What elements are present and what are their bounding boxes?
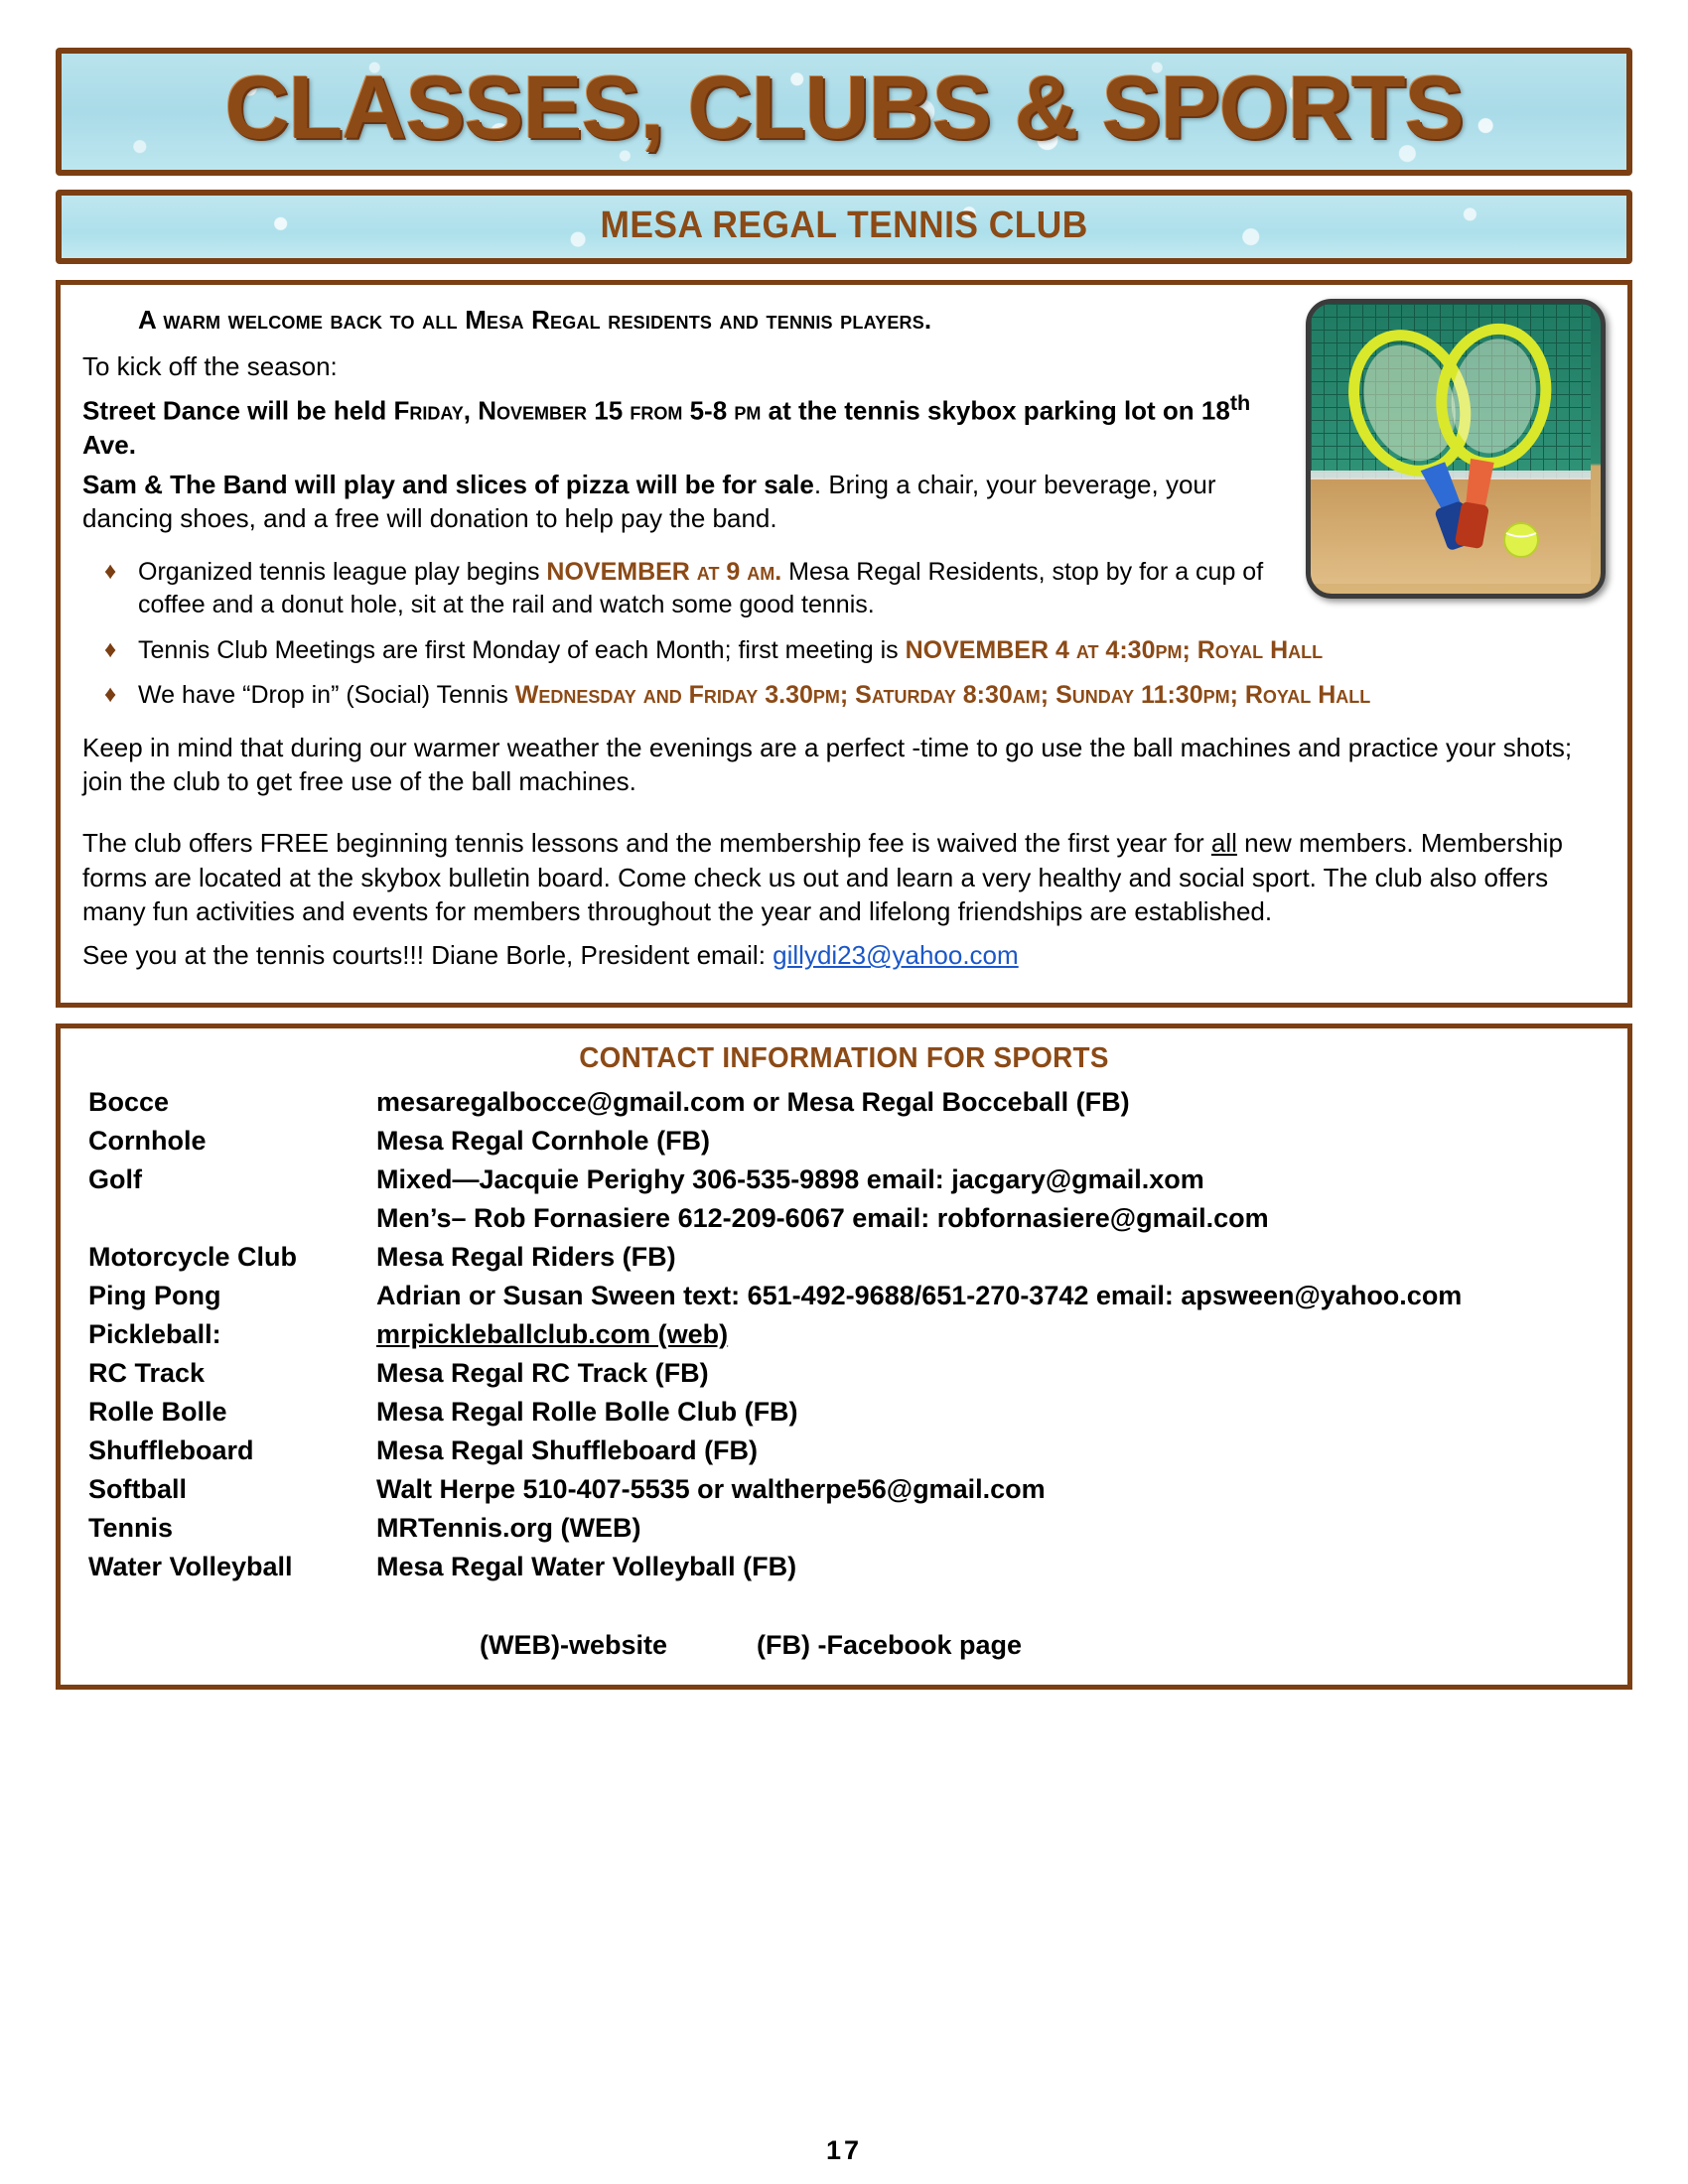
- sport-label: Motorcycle Club: [88, 1241, 298, 1272]
- table-row: [82, 1433, 1606, 1472]
- table-row: [82, 1395, 1606, 1433]
- legend-web: (WEB)-website: [480, 1629, 667, 1660]
- bullet-pre: We have “Drop in” (Social) Tennis: [138, 681, 515, 710]
- welcome-lede: A warm welcome back to all Mesa Regal residents and tennis players.: [138, 304, 932, 335]
- legend-facebook: (FB) -Facebook page: [757, 1629, 1023, 1660]
- contact-title: CONTACT INFORMATION FOR SPORTS: [579, 1041, 1109, 1074]
- sport-label: Tennis: [88, 1512, 174, 1543]
- sport-contact: Men’s– Rob Fornasiere 612-209-6067 email: robfornasiere@gmail.com: [376, 1202, 1269, 1233]
- sport-contact: Walt Herpe 510-407-5535 or waltherpe56@gmail.com: [376, 1473, 1046, 1504]
- table-row: [82, 1317, 1606, 1356]
- table-row: [82, 1201, 1606, 1240]
- bullet-pre: Organized tennis league play begins: [138, 557, 547, 586]
- main-banner: [56, 48, 1632, 176]
- table-row: [82, 1511, 1606, 1550]
- sport-label: Ping Pong: [88, 1280, 221, 1310]
- membership-paragraph: [82, 826, 1606, 928]
- table-row: [82, 1279, 1606, 1317]
- sport-contact: Mesa Regal Water Volleyball (FB): [376, 1551, 797, 1581]
- offer-post: new members. Membership forms are located at the skybox bulletin board. Come check us out and learn a very healthy and social sport. The club also offers many fun activities and events for members throughout the year and lifelong friendships are established.: [82, 828, 1563, 926]
- announcement-list: [82, 556, 1606, 713]
- signoff-paragraph: [82, 938, 1606, 972]
- table-row: [82, 1356, 1606, 1395]
- street-dance-avenue: Ave.: [82, 429, 136, 460]
- contacts-table: [82, 1085, 1606, 1588]
- section-banner: [56, 190, 1632, 264]
- sport-contact: mesaregalbocce@gmail.com or Mesa Regal Bocceball (FB): [376, 1086, 1130, 1117]
- offer-all: all: [1210, 828, 1237, 859]
- sport-contact: Mesa Regal Shuffleboard (FB): [376, 1434, 759, 1465]
- sport-label: Softball: [88, 1473, 187, 1504]
- legend: [82, 1630, 1606, 1661]
- table-row: [82, 1124, 1606, 1162]
- diamond-bullet-icon: ♦: [104, 557, 117, 585]
- president-email-link[interactable]: gillydi23@yahoo.com: [773, 940, 1019, 971]
- street-dance-ordinal: th: [1229, 389, 1251, 415]
- list-item: [82, 556, 1606, 622]
- offer-free: FREE: [259, 828, 330, 859]
- bullet-post: Mesa Regal Residents, stop by for a cup of coffee and a donut hole, sit at the rail and watch some good tennis.: [138, 557, 1264, 619]
- sport-label: Cornhole: [88, 1125, 207, 1156]
- tennis-club-article: [56, 280, 1632, 1008]
- tennis-rackets-and-ball-photo: [1306, 299, 1606, 599]
- table-row: [82, 1162, 1606, 1201]
- ball-machines-paragraph: Keep in mind that during our warmer weather the evenings are a perfect -time to go use the ball machines and practice your shots; join the club to get free use of the ball machines.: [82, 732, 1573, 797]
- sport-label: [82, 1201, 376, 1240]
- band-details: . Bring a chair, your beverage, your dancing shoes, and a free will donation to help pay the band.: [82, 470, 1216, 534]
- sport-label: RC Track: [88, 1357, 206, 1388]
- table-row: [82, 1240, 1606, 1279]
- offer-mid: beginning tennis lessons and the membership fee is waived the first year for: [329, 828, 1211, 859]
- signoff-text: See you at the tennis courts!!! Diane Borle, President email:: [82, 940, 774, 971]
- section-title: MESA REGAL TENNIS CLUB: [600, 204, 1088, 246]
- sport-label: Shuffleboard: [88, 1434, 254, 1465]
- sport-label: Pickleball:: [88, 1318, 221, 1349]
- sport-contact: Mesa Regal Riders (FB): [376, 1241, 676, 1272]
- street-dance-location: at the tennis skybox parking lot on 18: [761, 395, 1230, 426]
- paragraph-spacer: [82, 808, 1606, 826]
- bullet-highlight: NOVEMBER at 9 am.: [546, 557, 782, 586]
- bullet-highlight: Wednesday and Friday 3.30pm; Saturday 8:30am; Sunday 11:30pm; Royal Hall: [514, 681, 1371, 710]
- sport-contact: Adrian or Susan Sween text: 651-492-9688/651-270-3742 email: apsween@yahoo.com: [376, 1280, 1463, 1310]
- sport-label: Bocce: [88, 1086, 170, 1117]
- table-row: [82, 1085, 1606, 1124]
- diamond-bullet-icon: ♦: [104, 635, 117, 663]
- sport-contact[interactable]: [376, 1317, 1606, 1356]
- list-item: [82, 634, 1606, 668]
- sport-label: Rolle Bolle: [88, 1396, 227, 1427]
- kickoff-line: To kick off the season:: [82, 350, 338, 381]
- sport-contact: Mesa Regal Rolle Bolle Club (FB): [376, 1396, 798, 1427]
- offer-pre: The club offers: [82, 828, 260, 859]
- bullet-pre: Tennis Club Meetings are first Monday of each Month; first meeting is: [138, 635, 906, 664]
- sport-label: Water Volleyball: [88, 1551, 293, 1581]
- table-row: [82, 1472, 1606, 1511]
- street-dance-label: Street Dance will be held: [82, 395, 394, 426]
- list-item: [82, 679, 1606, 713]
- sport-contact: MRTennis.org (WEB): [376, 1512, 641, 1543]
- bullet-highlight: NOVEMBER 4 at 4:30pm; Royal Hall: [905, 635, 1324, 664]
- diamond-bullet-icon: ♦: [104, 681, 117, 709]
- page-number: 17: [825, 2135, 863, 2165]
- table-row: [82, 1550, 1606, 1588]
- page-title: CLASSES, CLUBS & SPORTS: [224, 59, 1464, 158]
- sport-contact: Mixed—Jacquie Perighy 306-535-9898 email: jacgary@gmail.xom: [376, 1163, 1204, 1194]
- pickleball-web-link[interactable]: mrpickleballclub.com (web): [376, 1318, 729, 1349]
- band-label: Sam & The Band will play and slices of pizza will be for sale: [82, 470, 814, 500]
- sport-contact: Mesa Regal Cornhole (FB): [376, 1125, 711, 1156]
- sport-label: Golf: [88, 1163, 142, 1194]
- street-dance-date: Friday, November 15 from 5-8 pm: [393, 395, 762, 426]
- sport-contact: Mesa Regal RC Track (FB): [376, 1357, 709, 1388]
- contact-information-box: [56, 1024, 1632, 1690]
